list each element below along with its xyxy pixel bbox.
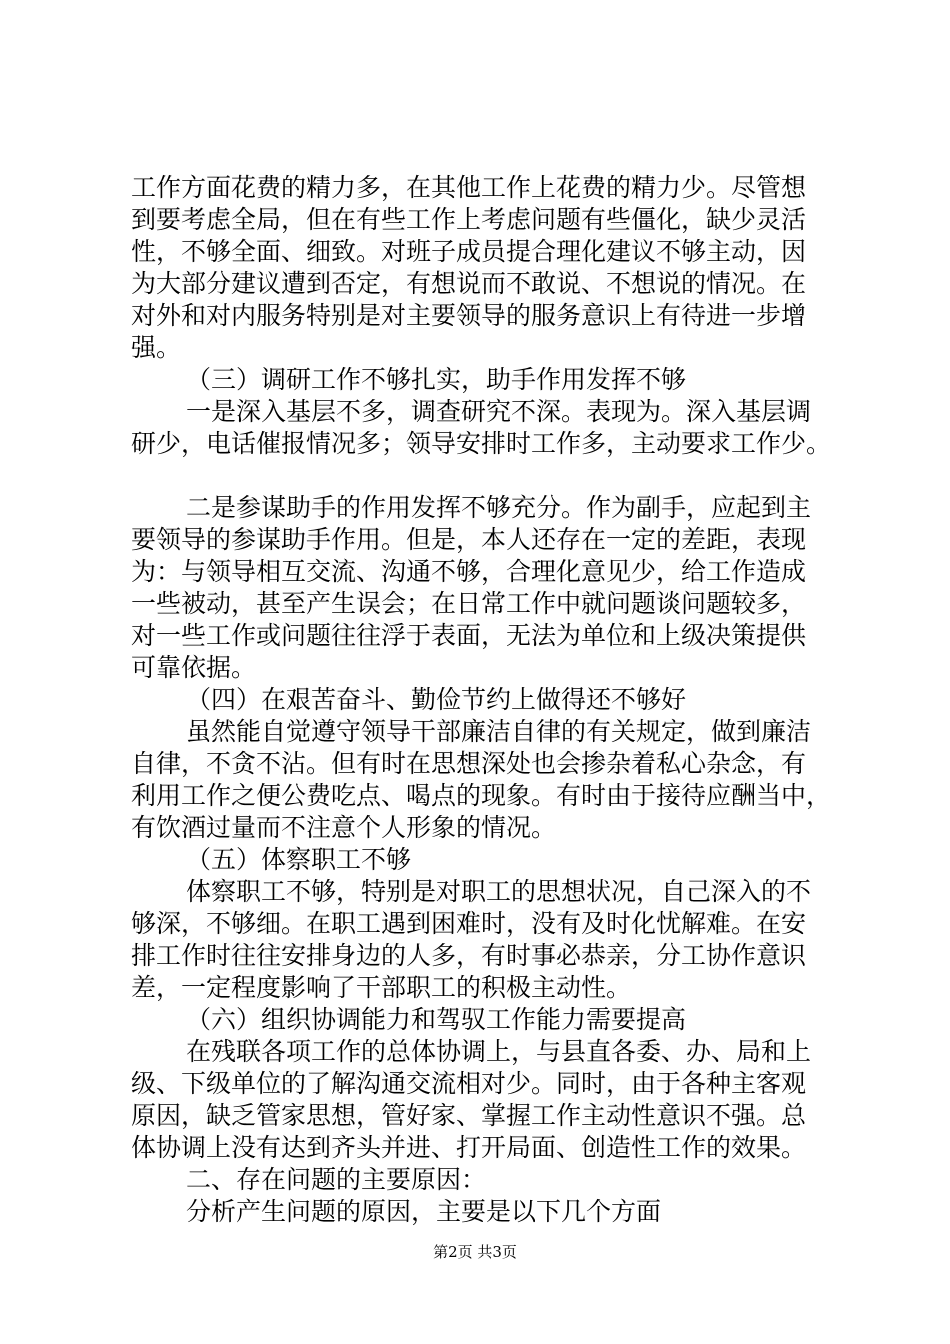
section-heading: （三）调研工作不够扎实，助手作用发挥不够 bbox=[186, 365, 687, 394]
text-line: 研少，电话催报情况多；领导安排时工作多，主动要求工作少。 bbox=[131, 429, 832, 458]
text-line: 强。 bbox=[131, 333, 182, 362]
text-line: 原因，缺乏管家思想，管好家、掌握工作主动性意识不强。总 bbox=[131, 1101, 807, 1130]
text-line: 一些被动，甚至产生误会；在日常工作中就问题谈问题较多， bbox=[131, 589, 807, 618]
section-heading: 二、存在问题的主要原因： bbox=[186, 1165, 487, 1194]
text-line: 差，一定程度影响了干部职工的积极主动性。 bbox=[131, 973, 632, 1002]
paragraph-gap bbox=[131, 460, 831, 492]
text-line: 一是深入基层不多，调查研究不深。表现为。深入基层调 bbox=[186, 397, 812, 426]
text-line: 工作方面花费的精力多，在其他工作上花费的精力少。尽管想 bbox=[131, 173, 807, 202]
text-line: 可靠依据。 bbox=[131, 653, 257, 682]
document-body bbox=[131, 172, 831, 1228]
text-line: 为大部分建议遭到否定，有想说而不敢说、不想说的情况。在 bbox=[131, 269, 807, 298]
text-line: 自律，不贪不沾。但有时在思想深处也会掺杂着私心杂念，有 bbox=[131, 749, 807, 778]
text-line: 分析产生问题的原因，主要是以下几个方面 bbox=[186, 1197, 662, 1226]
text-line: 体察职工不够，特别是对职工的思想状况，自己深入的不 bbox=[186, 877, 812, 906]
page-footer: 第2页 共3页 bbox=[433, 1243, 517, 1261]
text-line: 排工作时往往安排身边的人多，有时事必恭亲，分工协作意识 bbox=[131, 941, 807, 970]
text-line: 体协调上没有达到齐头并进、打开局面、创造性工作的效果。 bbox=[131, 1133, 807, 1162]
text-line: 要领导的参谋助手作用。但是，本人还存在一定的差距，表现 bbox=[131, 525, 807, 554]
text-line: 虽然能自觉遵守领导干部廉洁自律的有关规定，做到廉洁 bbox=[186, 717, 812, 746]
text-line: 对一些工作或问题往往浮于表面，无法为单位和上级决策提供 bbox=[131, 621, 807, 650]
text-line: 性，不够全面、细致。对班子成员提合理化建议不够主动，因 bbox=[131, 237, 807, 266]
text-line: 对外和对内服务特别是对主要领导的服务意识上有待进一步增 bbox=[131, 301, 807, 330]
text-line: 利用工作之便公费吃点、喝点的现象。有时由于接待应酬当中， bbox=[131, 781, 832, 810]
section-heading: （四）在艰苦奋斗、勤俭节约上做得还不够好 bbox=[186, 685, 687, 714]
text-line: 级、下级单位的了解沟通交流相对少。同时，由于各种主客观 bbox=[131, 1069, 807, 1098]
text-line: 到要考虑全局，但在有些工作上考虑问题有些僵化，缺少灵活 bbox=[131, 205, 807, 234]
text-line: 为：与领导相互交流、沟通不够，合理化意见少，给工作造成 bbox=[131, 557, 807, 586]
section-heading: （五）体察职工不够 bbox=[186, 845, 412, 874]
text-line: 有饮酒过量而不注意个人形象的情况。 bbox=[131, 813, 557, 842]
text-line: 在残联各项工作的总体协调上，与县直各委、办、局和上 bbox=[186, 1037, 812, 1066]
text-line: 够深，不够细。在职工遇到困难时，没有及时化忧解难。在安 bbox=[131, 909, 807, 938]
text-line: 二是参谋助手的作用发挥不够充分。作为副手，应起到主 bbox=[186, 493, 812, 522]
section-heading: （六）组织协调能力和驾驭工作能力需要提高 bbox=[186, 1005, 687, 1034]
